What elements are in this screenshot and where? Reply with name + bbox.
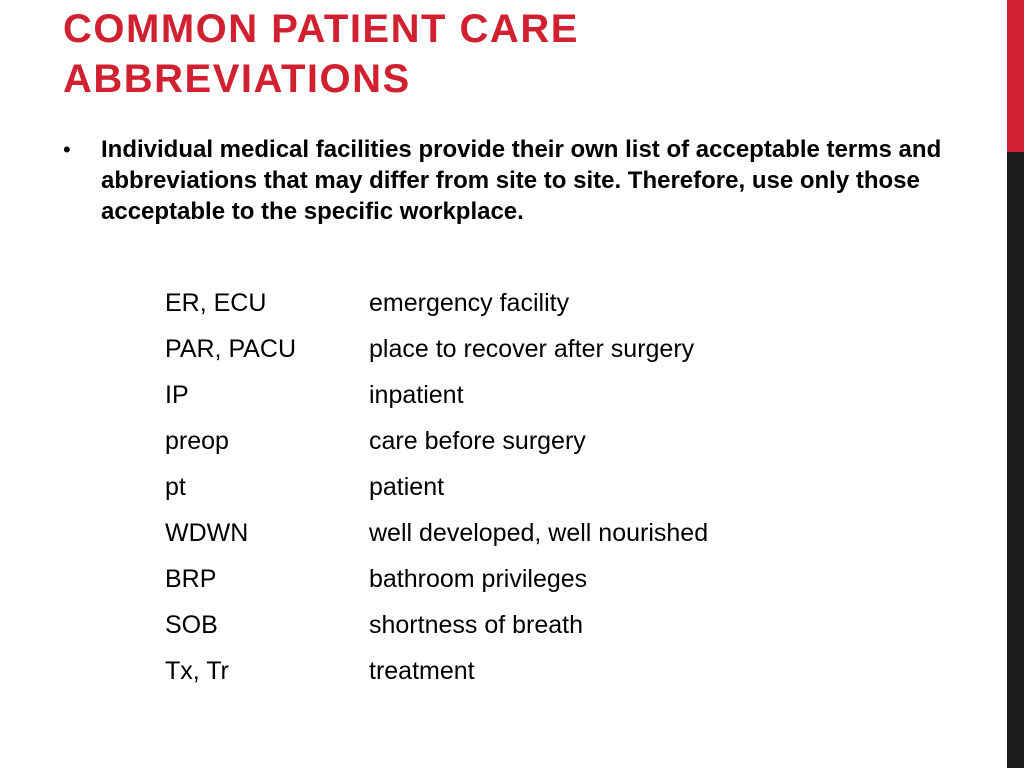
abbreviation-definition: well developed, well nourished (369, 518, 709, 547)
abbreviation-row (165, 280, 819, 326)
abbreviation-row (165, 510, 819, 556)
abbreviation-row (165, 648, 819, 694)
abbreviation-term: ER, ECU (165, 288, 267, 317)
bullet-text: Individual medical facilities provide their own list of acceptable terms and abbreviations that may differ from site to site. Therefore, use only those acceptable to the specific workplace. (101, 136, 942, 225)
abbreviation-term: pt (165, 472, 186, 501)
abbreviation-row (165, 556, 819, 602)
slide-title-line-1: COMMON PATIENT CARE (63, 7, 579, 51)
abbreviation-definition: treatment (369, 656, 475, 685)
slide-title (63, 4, 579, 104)
abbreviation-term: WDWN (165, 518, 249, 547)
bullet-marker: • (63, 137, 71, 162)
abbreviation-term: BRP (165, 564, 217, 593)
abbreviation-row (165, 326, 819, 372)
abbreviation-definition: bathroom privileges (369, 564, 588, 593)
abbreviation-definition: emergency facility (369, 288, 570, 317)
abbreviation-definition: care before surgery (369, 426, 586, 455)
abbreviation-term: SOB (165, 610, 218, 639)
abbreviation-term: Tx, Tr (165, 656, 229, 685)
abbreviation-row (165, 418, 819, 464)
abbreviation-term: preop (165, 426, 229, 455)
abbreviation-row (165, 464, 819, 510)
abbreviation-definition: patient (369, 472, 445, 501)
abbreviation-term: PAR, PACU (165, 334, 297, 363)
abbreviation-definition: place to recover after surgery (369, 334, 695, 363)
slide-title-line-2: ABBREVIATIONS (63, 57, 411, 101)
abbreviation-table (165, 280, 819, 694)
abbreviation-definition: shortness of breath (369, 610, 584, 639)
accent-bar-red (1007, 0, 1024, 152)
abbreviation-term: IP (165, 380, 189, 409)
abbreviation-definition: inpatient (369, 380, 464, 409)
accent-bar-black (1007, 152, 1024, 768)
abbreviation-row (165, 602, 819, 648)
bullet-item (63, 134, 983, 227)
abbreviation-row (165, 372, 819, 418)
